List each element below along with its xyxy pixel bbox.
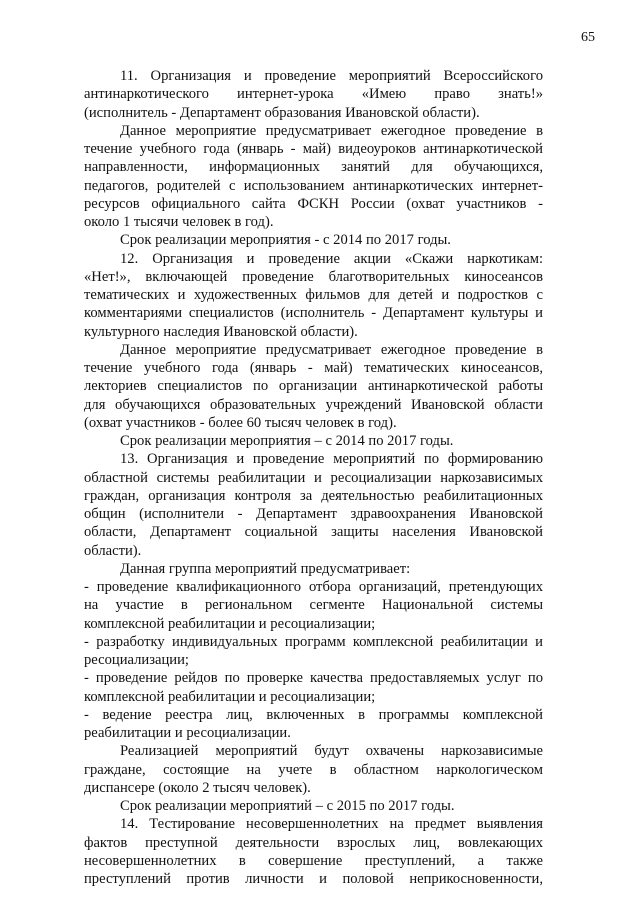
text-line: области).	[84, 542, 142, 559]
text-line: Данная группа мероприятий предусматривает:	[120, 560, 411, 577]
text-line: реабилитации и ресоциализации.	[84, 725, 291, 741]
text-line: Данное мероприятие предусматривает ежегодное проведение в	[120, 341, 543, 358]
text-line: (исполнитель - Департамент образования Ивановской области).	[84, 104, 480, 121]
text-line: около 1 тысячи человек в год).	[84, 214, 274, 230]
text-line: течение учебного года (январь - май) тематических киносеансов,	[84, 360, 543, 376]
text-line: Срок реализации мероприятия - с 2014 по 2017 годы.	[120, 232, 451, 249]
text-line: Реализацией мероприятий будут охвачены наркозависимые	[120, 743, 543, 760]
text-line: Срок реализации мероприятия – с 2014 по 2017 годы.	[120, 433, 454, 449]
text-line: комплексной реабилитации и ресоциализации;	[84, 615, 376, 632]
text-line: для обучающихся образовательных учреждений Ивановской области	[84, 396, 543, 413]
text-line: 11. Организация и проведение мероприятий Всероссийского	[120, 68, 543, 84]
text-line: ресурсов официального сайта ФСКН России (охват участников -	[84, 195, 543, 212]
text-line: тематических и художественных фильмов для детей и подростков с	[84, 287, 543, 303]
text-line: лекториев специалистов по организации антинаркотической работы	[84, 378, 543, 395]
text-line: культурного наследия Ивановской области).	[84, 323, 358, 340]
text-line: комплексной реабилитации и ресоциализации;	[84, 688, 376, 705]
text-line: - ведение реестра лиц, включенных в программы комплексной	[84, 706, 543, 723]
text-line: граждан, организация контроля за деятельностью реабилитационных	[84, 487, 543, 504]
text-line: - разработку индивидуальных программ комплексной реабилитации и	[84, 633, 543, 650]
text-line: фактов преступной деятельности взрослых лиц, вовлекающих	[84, 834, 543, 851]
text-line: течение учебного года (январь - май) видеоуроков антинаркотической	[84, 141, 543, 157]
text-line: общин (исполнители - Департамент здравоохранения Ивановской	[84, 506, 543, 522]
text-line: диспансере (около 2 тысяч человек).	[84, 779, 311, 796]
text-line: «Нет!», включающей проведение благотворительных киносеансов	[84, 268, 543, 285]
text-line: педагогов, родителей с использованием антинаркотических интернет-	[84, 177, 543, 194]
text-line: областной системы реабилитации и ресоциализации наркозависимых	[84, 469, 543, 486]
text-line: (охват участников - более 60 тысяч человек в год).	[84, 414, 397, 431]
text-line: несовершеннолетних в совершение преступлений, а также	[84, 852, 543, 869]
text-line: направленности, информационных занятий для обучающихся,	[84, 159, 543, 176]
text-line: граждане, состоящие на учете в областном наркологическом	[84, 761, 543, 778]
text-line: области, Департамент социальной защиты населения Ивановской	[84, 524, 543, 541]
text-line: комментариями специалистов (исполнитель - Департамент культуры и	[84, 305, 543, 322]
text-line: ресоциализации;	[84, 652, 189, 668]
text-line: 12. Организация и проведение акции «Скажи наркотикам:	[120, 250, 543, 267]
text-line: на участие в региональном сегменте Национальной системы	[84, 597, 543, 614]
text-line: Данное мероприятие предусматривает ежегодное проведение в	[120, 122, 543, 139]
text-line: 14. Тестирование несовершеннолетних на предмет выявления	[120, 816, 543, 833]
text-line: Срок реализации мероприятий – с 2015 по 2017 годы.	[120, 798, 455, 814]
text-line: - проведение квалификационного отбора организаций, претендующих	[84, 579, 543, 595]
text-line: 13. Организация и проведение мероприятий по формированию	[120, 451, 543, 468]
page-number: 65	[581, 30, 595, 45]
text-line: антинаркотического интернет-урока «Имею право знать!»	[84, 86, 543, 103]
text-line: преступлений против личности и половой неприкосновенности,	[84, 871, 543, 887]
text-line: - проведение рейдов по проверке качества предоставляемых услуг по	[84, 670, 543, 687]
document-body	[84, 67, 543, 888]
